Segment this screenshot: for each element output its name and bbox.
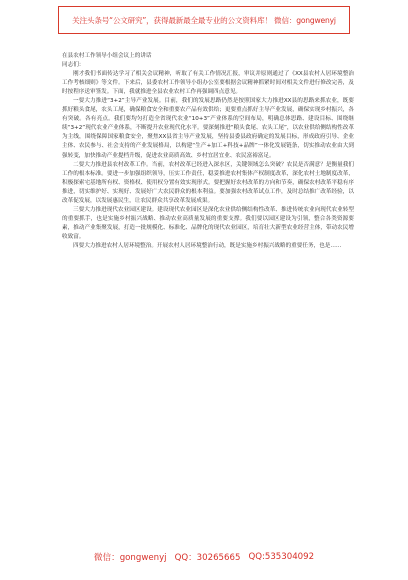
document-body bbox=[62, 52, 354, 251]
document-title: 在县农村工作领导小组会议上的讲话 bbox=[62, 53, 152, 59]
paragraph: 三要大力推进现代农业园区建设。建设现代农业园区是深化农业供给侧结构性改革、推进传统农业向现代农业转型的重要抓手，也是实施乡村振兴战略、推动农业高质量发展的重要支撑。我们要以园区建设为引领，整合各类资源要素，推动产业集聚发展，打造一批规模化、标准化、品牌化的现代农业园区，培育壮大新型农业经营主体，带动农民增收致富。 bbox=[62, 206, 354, 240]
paragraph: 刚才我们书面传达学习了相关会议精神，听取了有关工作情况汇报，审议并原则通过了《XX县农村人居环境整治工作考核细则》等文件。下来后，县委农村工作领导小组办公室要根据会议精神抓紧时间对相关文件进行修改完善，及时按程序送审签发。下面，我就推进全县农业农村工作再强调四点意见。 bbox=[62, 71, 354, 96]
paragraph: 一要大力推进“3+2”主导产业发展。目前，我们的发展思路仍然是按照国家大力推进XX县的思路来抓农业，既要抓好粮头食尾，农头工尾，确保粮食安全和重要农产品有效供给；更要重点抓好主导产业发展，确保实现乡村振兴，各有突破。各有亮点。我们要均匀打造全省现代农业“10+3”产业体系的空间布局，明确总体思路、建设目标、围绕继续“3+2”现代农业产业体系，不断提升农业现代化水平。要深刻推进“粮头食尾、农头工尾”，以农业供给侧结构性改革为主线，围绕保障国家粮食安全，聚焦XX县省主导产业发展，坚持县委县政府确定的发展目标，形成政府引导、企业主体、农民参与、社会支持的产业发展格局，以构建“生产+加工+科技+品牌”一体化发展链条，切实推动农业由大到强转变，加快推动产业提档升级，促进农业高质高效、乡村宜居宜业、农民富裕富足。 bbox=[62, 98, 354, 159]
footer-qq-2: QQ:535304092 bbox=[248, 552, 315, 562]
promo-banner-text: 关注头条号“公文研究”，获得最新最全最专业的公文资料库！ 微信：gongwenyj bbox=[72, 15, 336, 25]
promo-banner bbox=[58, 6, 350, 34]
footer-qq: QQ：30265665 bbox=[174, 553, 241, 563]
paragraph: 二要大力推进县农村改革工作。当前，农村改革已经进入深水区，关键领域怎么突破？农民是否满意？是衡量我们工作的根本标准。要进一步加强组织领导，压实工作责任，稳妥推进农村集体产权制度改革，深化农村土地制度改革，积极探索宅基地所有权、资格权、使用权分置有效实现形式。要把握好农村改革的方向和节奏，确保农村改革平稳有序推进，切实维护好、实现好、发展好广大农民群众的根本利益。要加强农村改革试点工作，及时总结推广改革经验，以改革促发展，以发展惠民生，让农民群众共享改革发展成果。 bbox=[62, 161, 354, 204]
document-salutation: 同志们： bbox=[62, 62, 85, 69]
footer-wechat: 微信：gongwenyj bbox=[93, 553, 167, 563]
footer-contact bbox=[0, 546, 408, 568]
paragraph: 四要大力推进农村人居环境整治。开展农村人居环境整治行动，既是实施乡村振兴战略的重要任务，也是…… bbox=[73, 242, 342, 249]
